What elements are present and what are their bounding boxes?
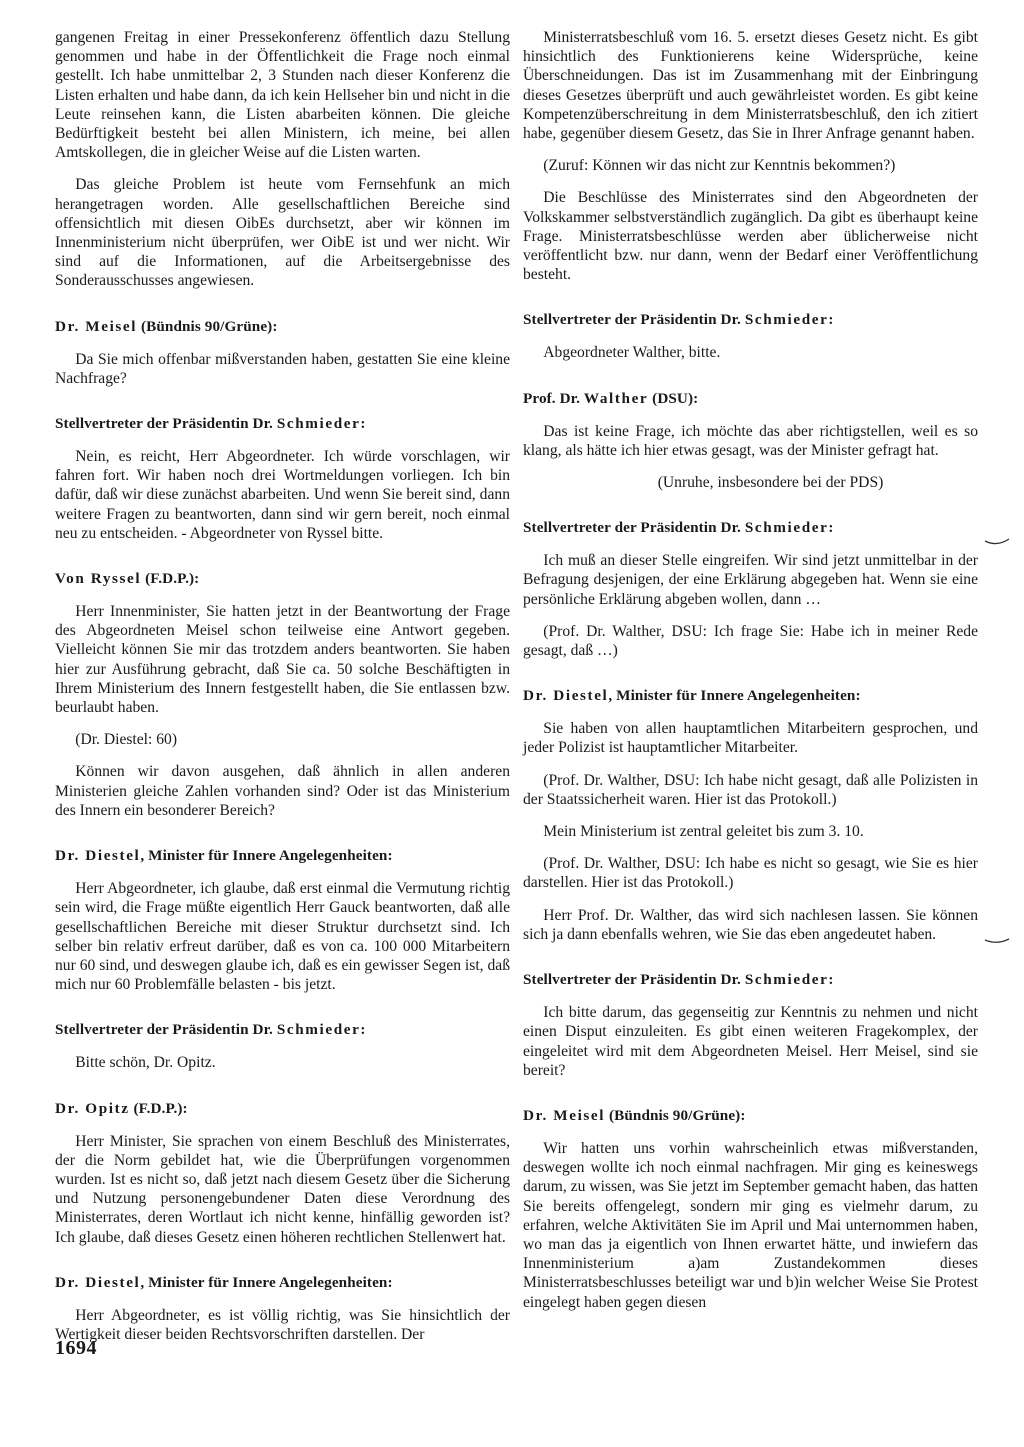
body-paragraph: Sie haben von allen hauptamtlichen Mitarbeitern gesprochen, und jeder Polizist ist hauptamtlicher Mitarbeiter. — [523, 720, 978, 757]
body-paragraph: Können wir davon ausgehen, daß ähnlich in allen anderen Ministerien gleiche Zahlen vorhanden sind? Oder ist das Ministerium des Innern ein besonderer Bereich? — [55, 763, 510, 819]
speaker-role: Stellvertreter der Präsidentin Dr. — [55, 415, 277, 433]
speaker-heading — [55, 317, 510, 336]
speaker-affiliation: : — [360, 1021, 366, 1039]
body-paragraph: Ich bitte darum, das gegenseitig zur Kenntnis zu nehmen und nicht einen Disput einzuleiten. Es gibt einen weiteren Fragekomplex, der eingeleitet wird mit dem Abgeordneten Meisel. Herr Meisel, sind sie bereit? — [523, 1004, 978, 1079]
speaker-name: Walther — [583, 389, 649, 407]
body-paragraph: Nein, es reicht, Herr Abgeordneter. Ich würde vorschlagen, wir fahren fort. Wir haben noch drei Wortmeldungen vorliegen. Ich bin dafür, daß wir diese zunächst abarbeiten. Und wenn Sie bereit sind, dann weitere Fragen zu beantworten, dann sind wir gern bereit, noch einmal neu zu entscheiden. - Abgeordneter von Ryssel bitte. — [55, 448, 510, 542]
speaker-role: Stellvertreter der Präsidentin Dr. — [55, 1021, 277, 1039]
speaker-heading — [523, 389, 978, 408]
body-paragraph: Herr Abgeordneter, es ist völlig richtig, was Sie hinsichtlich der Wertigkeit dieser beiden Rechtsvorschriften darstellen. Der — [55, 1306, 510, 1343]
body-paragraph: Da Sie mich offenbar mißverstanden haben, gestatten Sie eine kleine Nachfrage? — [55, 350, 510, 387]
speaker-affiliation: (DSU): — [648, 389, 699, 407]
speaker-heading — [523, 686, 978, 705]
body-paragraph: Bitte schön, Dr. Opitz. — [75, 1054, 216, 1072]
speaker-heading — [523, 1106, 978, 1125]
speaker-heading — [55, 414, 510, 433]
body-paragraph: Das ist keine Frage, ich möchte das aber richtigstellen, weil es so klang, als hätte ich hier etwas gesagt, was der Minister gefragt hat. — [523, 422, 978, 459]
speaker-role: Stellvertreter der Präsidentin Dr. — [523, 311, 745, 329]
left-column — [55, 28, 510, 1357]
speaker-name: Dr. Diestel — [523, 687, 609, 705]
speaker-role: Stellvertreter der Präsidentin Dr. — [523, 971, 745, 989]
speaker-heading — [55, 1273, 510, 1292]
interjection: (Prof. Dr. Walther, DSU: Ich habe nicht gesagt, daß alle Polizisten in der Staatssicherheit waren. Hier ist das Protokoll.) — [523, 771, 978, 808]
speaker-affiliation: (F.D.P.): — [129, 1099, 188, 1117]
speaker-name: Schmieder — [276, 1021, 361, 1039]
speaker-heading — [55, 1020, 510, 1039]
speaker-heading — [55, 569, 510, 588]
speaker-name: Dr. Meisel — [523, 1106, 606, 1124]
speaker-name: Schmieder — [744, 971, 829, 989]
body-paragraph: Herr Innenminister, Sie hatten jetzt in der Beantwortung der Frage des Abgeordneten Meisel schon teilweise eine Antwort gegeben. Vielleicht können Sie mir das trotzdem anders beantworten. Sie haben hier zur Ausführung gebracht, daß Sie ca. 50 solche Beschäftigten in Ihrem Ministerium des Innern festgestellt haben, die Sie entlassen bzw. beurlaubt haben. — [55, 603, 510, 717]
speaker-name: Dr. Diestel — [55, 847, 141, 865]
margin-mark-1 — [983, 535, 1013, 549]
body-paragraph: Herr Prof. Dr. Walther, das wird sich nachlesen lassen. Sie können sich ja dann ebenfalls wehren, wie Sie das eben angedeutet haben. — [523, 906, 978, 943]
interjection: (Zuruf: Können wir das nicht zur Kenntnis bekommen?) — [543, 157, 896, 175]
speaker-heading — [523, 518, 978, 537]
interjection: (Dr. Diestel: 60) — [75, 731, 178, 749]
body-paragraph: Die Beschlüsse des Ministerrates sind den Abgeordneten der Volkskammer selbstverständlich zugänglich. Da gibt es überhaupt keine Frage. Ministerratsbeschlüsse werden aber üblicherweise nicht veröffentlicht bzw. nur dann, wenn der Bedarf einer Veröffentlichung besteht. — [523, 189, 978, 284]
interjection: (Prof. Dr. Walther, DSU: Ich frage Sie: Habe ich in meiner Rede gesagt, daß …) — [523, 622, 978, 660]
speaker-heading — [523, 970, 978, 989]
speaker-affiliation: , Minister für Innere Angelegenheiten: — [140, 1273, 393, 1291]
speaker-heading — [55, 846, 510, 865]
speaker-role: Stellvertreter der Präsidentin Dr. — [523, 519, 745, 537]
body-paragraph: Mein Ministerium ist zentral geleitet bis zum 3. 10. — [543, 823, 864, 841]
margin-mark-2 — [983, 934, 1013, 948]
page-number: 1694 — [55, 1337, 97, 1359]
body-paragraph: Ministerratsbeschluß vom 16. 5. ersetzt dieses Gesetz nicht. Es gibt hinsichtlich des Funktionierens keine Widersprüche, keine Überschneidungen. Das ist im Zusammenhang mit der Einbringung dieses Gesetzes überprüft und auch gewährleistet worden. Es gibt keine Kompetenzüberschreitung in dem Ministerratsbeschluß, den ich zitiert habe, gegenüber diesem Gesetz, das Sie in Ihrer Anfrage genannt haben. — [523, 29, 978, 143]
speaker-name: Dr. Opitz — [55, 1099, 130, 1117]
body-paragraph: Wir hatten uns vorhin wahrscheinlich etwas mißverstanden, deswegen wollte ich noch einmal nachfragen. Mir ging es keineswegs darum, zu wissen, was Sie jetzt im September gemacht haben, das hatten Sie bereits offengelegt, sondern mir ging es vielmehr darum, zu erfahren, welche Aktivitäten Sie im April und Mai unternommen haben, wo man das ja eigentlich von Ihnen erwartet hätte, und inwiefern das Innenministerium a)am Zustandekommen dieses Ministerratsbeschlusses beteiligt war und b)in welcher Weise Sie Protest eingelegt haben gegen diesen — [523, 1139, 978, 1311]
speaker-name: Schmieder — [744, 311, 829, 329]
speaker-affiliation: : — [828, 311, 834, 329]
speaker-name: Schmieder — [276, 415, 361, 433]
speaker-affiliation: (F.D.P.): — [141, 570, 200, 588]
body-paragraph: gangenen Freitag in einer Pressekonferenz öffentlich dazu Stellung genommen und habe in der Öffentlichkeit die Frage noch einmal gestellt. Ich habe unmittelbar 2, 3 Stunden nach dieser Konferenz die Listen erhalten und habe dann, da ich kein Hellseher bin und nicht in die Leute reinsehen kann, die Listen abarbeiten können. Die gleiche Bedürftigkeit besteht bei allen Ministern, ich meine, bei allen Amtskollegen, die in gleicher Weise auf die Listen warten. — [55, 29, 510, 162]
speaker-affiliation: : — [360, 415, 366, 433]
speaker-affiliation: : — [828, 519, 834, 537]
speaker-affiliation: (Bündnis 90/Grüne): — [137, 317, 278, 335]
body-paragraph: Herr Abgeordneter, ich glaube, daß erst einmal die Vermutung richtig sein wird, die Frage müßte eigentlich Herr Gauck beantworten, daß alle gesellschaftlichen Bereiche mit dieser Struktur durchsetzt sind. Ich selber bin relativ erfreut darüber, daß es von ca. 100 000 Mitarbeitern nur 60 sind, und deswegen glaube ich, daß es ein gewisser Segen ist, daß mich nur 60 Problemfälle belasten - bis jetzt. — [55, 880, 510, 994]
speaker-role: Prof. Dr. — [523, 389, 584, 407]
speaker-affiliation: : — [828, 971, 834, 989]
speaker-heading — [523, 310, 978, 329]
right-column — [523, 28, 978, 1325]
body-paragraph: Abgeordneter Walther, bitte. — [543, 344, 721, 362]
speaker-affiliation: (Bündnis 90/Grüne): — [605, 1106, 746, 1124]
interjection: (Unruhe, insbesondere bei der PDS) — [657, 474, 884, 492]
speaker-affiliation: , Minister für Innere Angelegenheiten: — [140, 847, 393, 865]
body-paragraph: Herr Minister, Sie sprachen von einem Beschluß des Ministerrates, der die Norm gebildet hat, wie die Überprüfungen vorgenommen wurden. Ist es nicht so, daß jetzt nach diesem Gesetz über die Sicherung und Nutzung personengebundener Daten diese Verordnung des Ministerrates, deren Wortlaut ich nicht kenne, hinfällig geworden ist? Ich glaube, daß dieses Gesetz einen höheren rechtlichen Stellenwert hat. — [55, 1132, 510, 1246]
speaker-name: Dr. Meisel — [55, 317, 138, 335]
speaker-name: Dr. Diestel — [55, 1273, 141, 1291]
speaker-affiliation: , Minister für Innere Angelegenheiten: — [608, 687, 861, 705]
body-paragraph: Ich muß an dieser Stelle eingreifen. Wir sind jetzt unmittelbar in der Befragung desjenigen, der eine Erklärung abgegeben hat. Wenn sie eine persönliche Erklärung abgeben wollen, dann … — [523, 552, 978, 608]
speaker-heading — [55, 1099, 510, 1118]
speaker-name: Schmieder — [744, 519, 829, 537]
body-paragraph: Das gleiche Problem ist heute vom Fernsehfunk an mich herangetragen worden. Alle gesellschaftlichen Bereiche sind offensichtlich mit diesen OibEs durchsetzt, aber wir können im Innenministerium nicht überprüfen, wer OibE ist und wer nicht. Wir sind auf die Informationen, auf die Arbeitsergebnisse des Sonderausschusses angewiesen. — [55, 176, 510, 290]
speaker-name: Von Ryssel — [55, 570, 142, 588]
interjection: (Prof. Dr. Walther, DSU: Ich habe es nicht so gesagt, wie Sie es hier darstellen. Hier ist das Protokoll.) — [523, 855, 978, 892]
